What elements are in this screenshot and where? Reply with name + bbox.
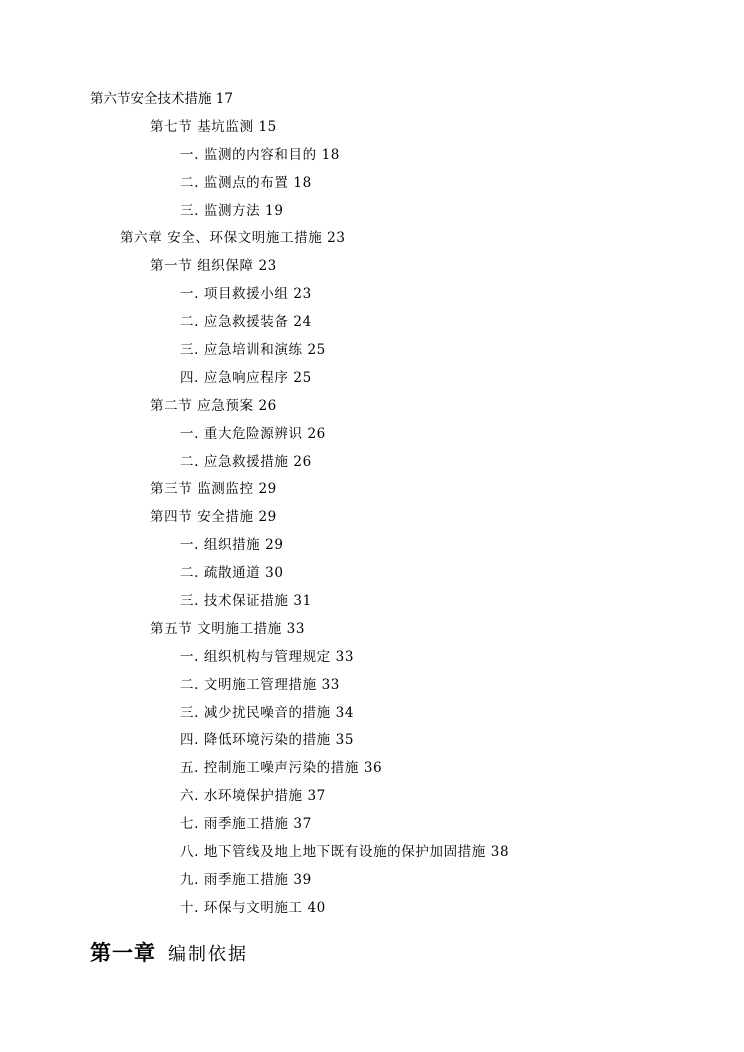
toc-entry: 三. 技术保证措施 31 (180, 593, 312, 610)
toc-entry: 一. 重大危险源辨识 26 (180, 425, 326, 442)
toc-entry: 三. 监测方法 19 (180, 202, 284, 219)
chapter-heading (90, 930, 248, 968)
toc-entry: 十. 环保与文明施工 40 (180, 899, 326, 916)
toc-entry: 七. 雨季施工措施 37 (180, 816, 312, 833)
toc-entry: 二. 应急救援装备 24 (180, 314, 312, 331)
toc-entry: 一. 项目救援小组 23 (180, 286, 312, 303)
toc-entry: 六. 水环境保护措施 37 (180, 788, 326, 805)
table-of-contents (0, 87, 744, 924)
toc-entry: 第二节 应急预案 26 (150, 397, 277, 414)
toc-entry: 二. 文明施工管理措施 33 (180, 676, 340, 693)
toc-entry: 三. 减少扰民噪音的措施 34 (180, 704, 355, 721)
chapter-title: 编制依据 (168, 944, 248, 965)
toc-entry: 四. 降低环境污染的措施 35 (180, 732, 355, 749)
chapter-number: 第一章 (90, 941, 156, 965)
toc-entry: 三. 应急培训和演练 25 (180, 342, 326, 359)
toc-entry: 第七节 基坑监测 15 (150, 118, 277, 135)
toc-entry: 一. 监测的内容和目的 18 (180, 146, 340, 163)
toc-entry: 第四节 安全措施 29 (150, 509, 277, 526)
toc-entry: 第六章 安全、环保文明施工措施 23 (120, 230, 346, 247)
toc-entry: 五. 控制施工噪声污染的措施 36 (180, 760, 383, 777)
toc-entry: 二. 疏散通道 30 (180, 565, 284, 582)
toc-entry: 一. 组织机构与管理规定 33 (180, 648, 355, 665)
toc-entry: 第三节 监测监控 29 (150, 481, 277, 498)
toc-entry: 九. 雨季施工措施 39 (180, 871, 312, 888)
toc-entry: 第一节 组织保障 23 (150, 258, 277, 275)
toc-entry: 第五节 文明施工措施 33 (150, 620, 306, 637)
toc-entry: 八. 地下管线及地上地下既有设施的保护加固措施 38 (180, 844, 510, 861)
toc-entry: 二. 监测点的布置 18 (180, 174, 312, 191)
toc-entry: 第六节安全技术措施 17 (90, 91, 233, 107)
toc-entry: 四. 应急响应程序 25 (180, 369, 312, 386)
toc-entry: 一. 组织措施 29 (180, 537, 284, 554)
toc-entry: 二. 应急救援措施 26 (180, 453, 312, 470)
